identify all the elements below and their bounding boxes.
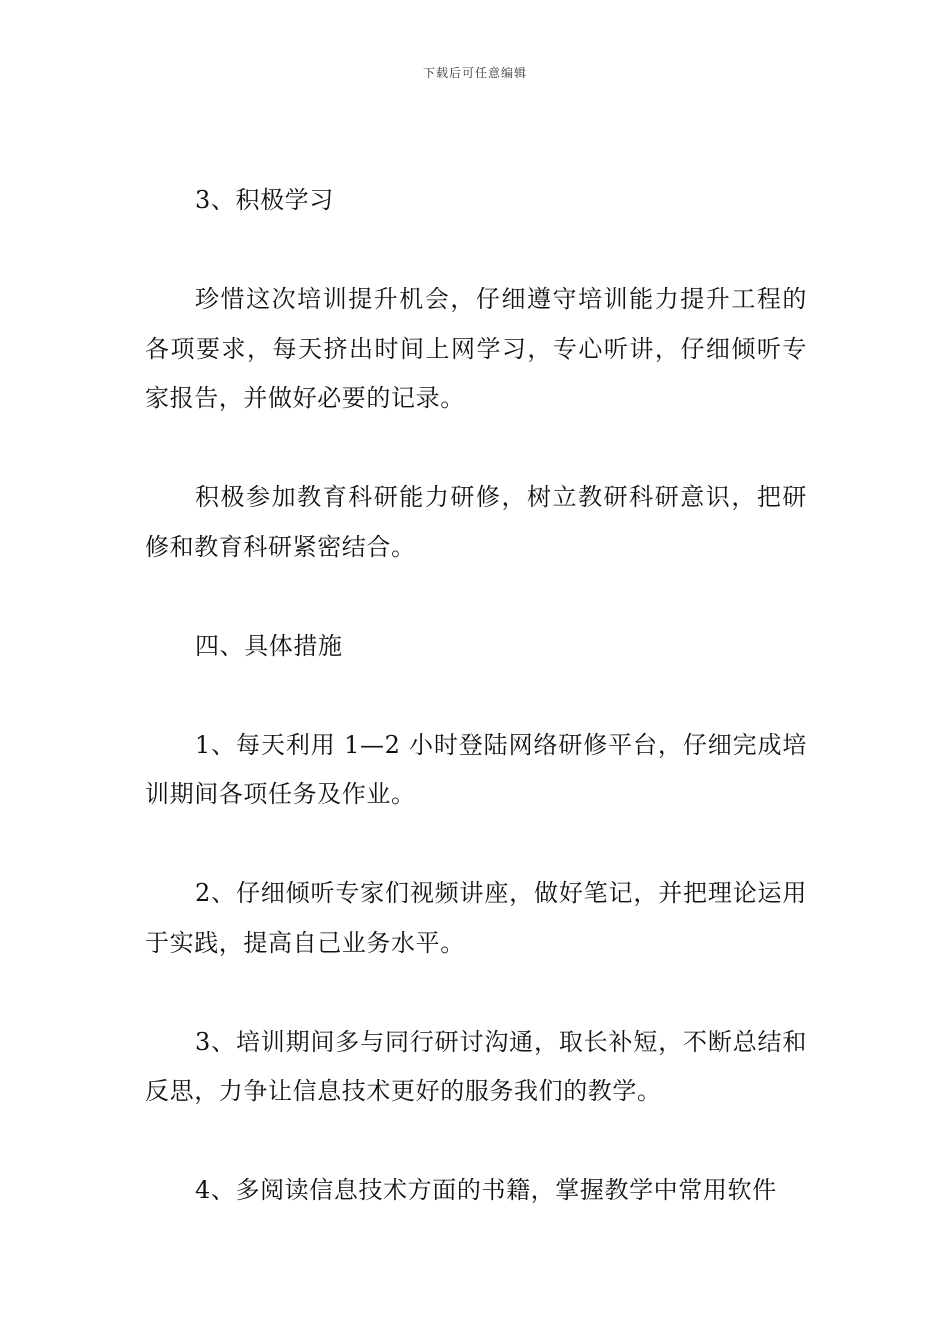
- measure-item-3: 3、培训期间多与同行研讨沟通，取长补短，不断总结和反思，力争让信息技术更好的服务我们的教学。: [145, 1027, 807, 1105]
- paragraph-study: 珍惜这次培训提升机会，仔细遵守培训能力提升工程的各项要求，每天挤出时间上网学习，专心听讲，仔细倾听专家报告，并做好必要的记录。: [145, 285, 807, 412]
- paragraph-gap: [145, 671, 807, 721]
- paragraph-gap: [145, 968, 807, 1018]
- paragraph-gap: [145, 424, 807, 474]
- measure-item-2: 2、仔细倾听专家们视频讲座，做好笔记，并把理论运用于实践，提高自己业务水平。: [145, 879, 807, 957]
- document-body: [145, 176, 807, 1216]
- paragraph-research: 积极参加教育科研能力研修，树立教研科研意识，把研修和教育科研紧密结合。: [145, 483, 807, 561]
- section-heading-learning: 3、积极学习: [195, 186, 334, 214]
- section-heading-measures: 四、具体措施: [195, 631, 343, 660]
- header-note: 下载后可任意编辑: [422, 66, 527, 80]
- paragraph-gap: [145, 820, 807, 870]
- measure-item-4: 4、多阅读信息技术方面的书籍，掌握教学中常用软件: [195, 1176, 777, 1204]
- paragraph-gap: [145, 572, 807, 622]
- paragraph-gap: [145, 226, 807, 276]
- paragraph-gap: [145, 1117, 807, 1167]
- measure-item-1: 1、每天利用 1—2 小时登陆网络研修平台，仔细完成培训期间各项任务及作业。: [145, 730, 807, 808]
